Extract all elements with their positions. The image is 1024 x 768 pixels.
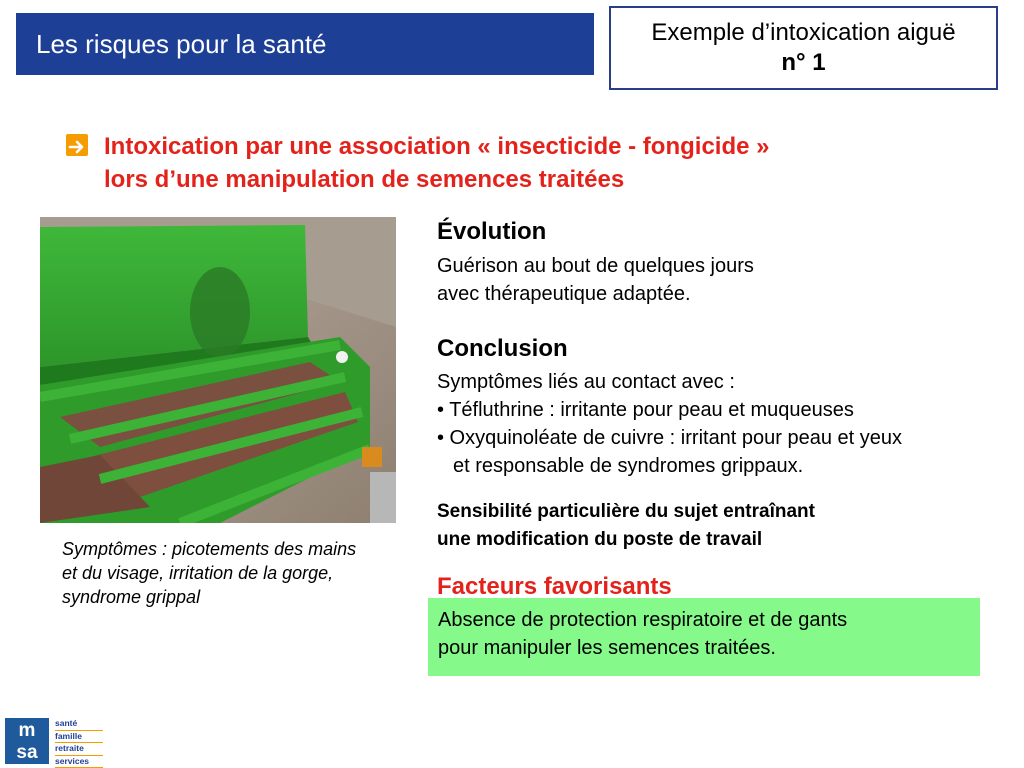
photo-caption: Symptômes : picotements des mains et du visage, irritation de la gorge, syndrome grippal [62, 539, 357, 607]
headline-line-1: Intoxication par une association « insecticide - fongicide » [104, 133, 770, 160]
example-label: Exemple d’intoxication aiguë [651, 19, 956, 46]
page-title-bar [16, 13, 594, 75]
conclusion-item-1: • Téfluthrine : irritante pour peau et muqueuses [437, 399, 854, 421]
evolution-line-2: avec thérapeutique adaptée. [437, 283, 691, 305]
msa-logo-words [55, 718, 103, 768]
logo-word: retraite [55, 743, 103, 756]
msa-logo [5, 718, 101, 764]
headline-line-2: lors d’une manipulation de semences traitées [104, 166, 625, 193]
factors-box [428, 598, 980, 676]
logo-word: services [55, 756, 103, 768]
page-title: Les risques pour la santé [36, 28, 327, 59]
evolution-text [437, 252, 937, 308]
conclusion-item-2-continued: et responsable de syndromes grippaux. [453, 455, 804, 477]
conclusion-intro: Symptômes liés au contact avec : [437, 371, 735, 393]
seed-drill-photo [40, 217, 396, 523]
conclusion-item-2: • Oxyquinoléate de cuivre : irritant pour peau et yeux [437, 427, 903, 449]
conclusion-text [437, 368, 1017, 480]
msa-logo-mark: m sa [5, 718, 49, 764]
conclusion-heading: Conclusion [437, 335, 568, 362]
evolution-heading: Évolution [437, 218, 547, 245]
sensitivity-line-1: Sensibilité particulière du sujet entraînant [437, 501, 815, 522]
factors-heading: Facteurs favorisants [437, 573, 672, 600]
factors-line-1: Absence de protection respiratoire et de gants [438, 609, 848, 631]
evolution-line-1: Guérison au bout de quelques jours [437, 255, 754, 277]
sensitivity-note [437, 498, 957, 554]
example-box [609, 6, 998, 90]
arrow-right-icon [66, 134, 88, 156]
factors-line-2: pour manipuler les semences traitées. [438, 637, 776, 659]
logo-word: famille [55, 731, 103, 744]
sensitivity-line-2: une modification du poste de travail [437, 529, 763, 550]
logo-word: santé [55, 718, 103, 731]
example-number: n° 1 [781, 49, 826, 76]
